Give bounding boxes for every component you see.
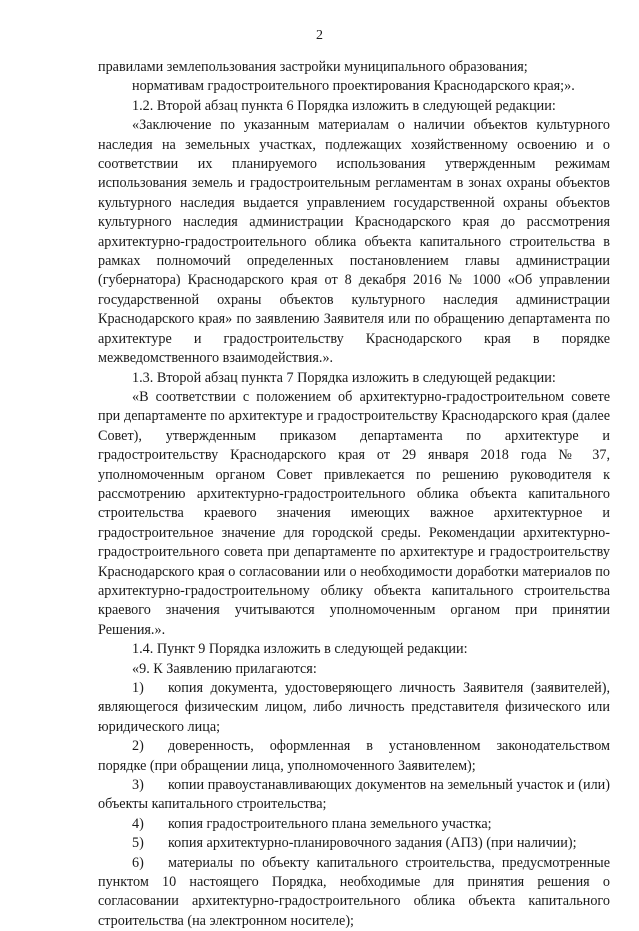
list-item-text: копия архитектурно-планировочного задания (АПЗ) (при наличии); xyxy=(168,835,577,852)
paragraph-council-provision: «В соответствии с положением об архитектурно-градостроительном совете при департаменте по архитектуре и градостроительству Краснодарского края (далее Совет), утвержденным приказом департамента по архитектуре и градостроительству Краснодарского края от 29 января 2018 года № 37, уполномоченным органом Совет привлекается по решению руководителя к рассмотрению архитектурно-градостроительного облика объекта капитального строительства краевого значения имеющих важное архитектурное и градостроительное значение для городской среды. Рекомендации архитектурно-градостроительного совета при департаменте по архитектуре и градостроительству Краснодарского края о согласовании или о необходимости доработки материалов по архитектурно-градостроительному облику объекта капитального строительства краевого значения учитываются уполномоченным органом при принятии Решения.». xyxy=(98,388,610,638)
list-item xyxy=(98,834,610,853)
list-item-text: копия документа, удостоверяющего личность Заявителя (заявителей), являющегося физическим лицом, либо личность представителя физического или юридического лица; xyxy=(98,680,610,735)
list-item-text: материалы по объекту капитального строительства, предусмотренные пунктом 10 настоящего Порядка, необходимые для принятия решения о согласовании архитектурно-градостроительного облика объекта капитального строительства (на электронном носителе); xyxy=(98,854,610,929)
list-item-number: 5) xyxy=(132,835,144,852)
list-item xyxy=(98,776,610,815)
list-item-text: копии правоустанавливающих документов на земельный участок и (или) объекты капитального строительства; xyxy=(98,777,610,813)
page-number: 2 xyxy=(316,28,323,43)
list-item-text: доверенность, оформленная в установленном законодательством порядке (при обращении лица, уполномоченного Заявителем); xyxy=(98,738,610,774)
list-item xyxy=(98,815,610,834)
list-item-number: 2) xyxy=(132,738,144,755)
list-item xyxy=(98,854,610,931)
list-item-number: 4) xyxy=(132,815,144,832)
paragraph-urban-planning-norms: нормативам градостроительного проектирования Краснодарского края;». xyxy=(132,78,575,95)
list-item-number: 3) xyxy=(132,777,144,794)
list-item xyxy=(98,737,610,776)
paragraph-heritage-conclusion: «Заключение по указанным материалам о наличии объектов культурного наследия на земельных участках, подлежащих хозяйственному освоению и о соответствии их планируемого использования утвержденным режимам использования земель и градостроительным регламентам в зонах охраны объектов культурного наследия выдается управлением государственной охраны объектов культурного наследия администрации Краснодарского края до рассмотрения архитектурно-градостроительного облика объекта капитального строительства в рамках полномочий определенных постановлением главы администрации (губернатора) Краснодарского края от 8 декабря 2016 № 1000 «Об управлении государственной охраны объектов культурного наследия администрации Краснодарского края» по заявлению Заявителя или по обращению департамента по архитектуре и градостроительству Краснодарского края в порядке межведомственного взаимодействия.». xyxy=(98,117,610,367)
list-item-text: копия градостроительного плана земельного участка; xyxy=(168,815,492,832)
paragraph-amendment-1-2: 1.2. Второй абзац пункта 6 Порядка изложить в следующей редакции: xyxy=(132,97,556,114)
list-item xyxy=(98,679,610,737)
paragraph-attachments-intro: «9. К Заявлению прилагаются: xyxy=(132,660,317,677)
paragraph-land-use-rules: правилами землепользования застройки муниципального образования; xyxy=(98,59,528,75)
paragraph-amendment-1-3: 1.3. Второй абзац пункта 7 Порядка изложить в следующей редакции: xyxy=(132,369,556,386)
document-body xyxy=(98,58,610,931)
list-item-number: 6) xyxy=(132,854,144,871)
list-item-number: 1) xyxy=(132,680,144,696)
paragraph-amendment-1-4: 1.4. Пункт 9 Порядка изложить в следующей редакции: xyxy=(132,641,468,658)
